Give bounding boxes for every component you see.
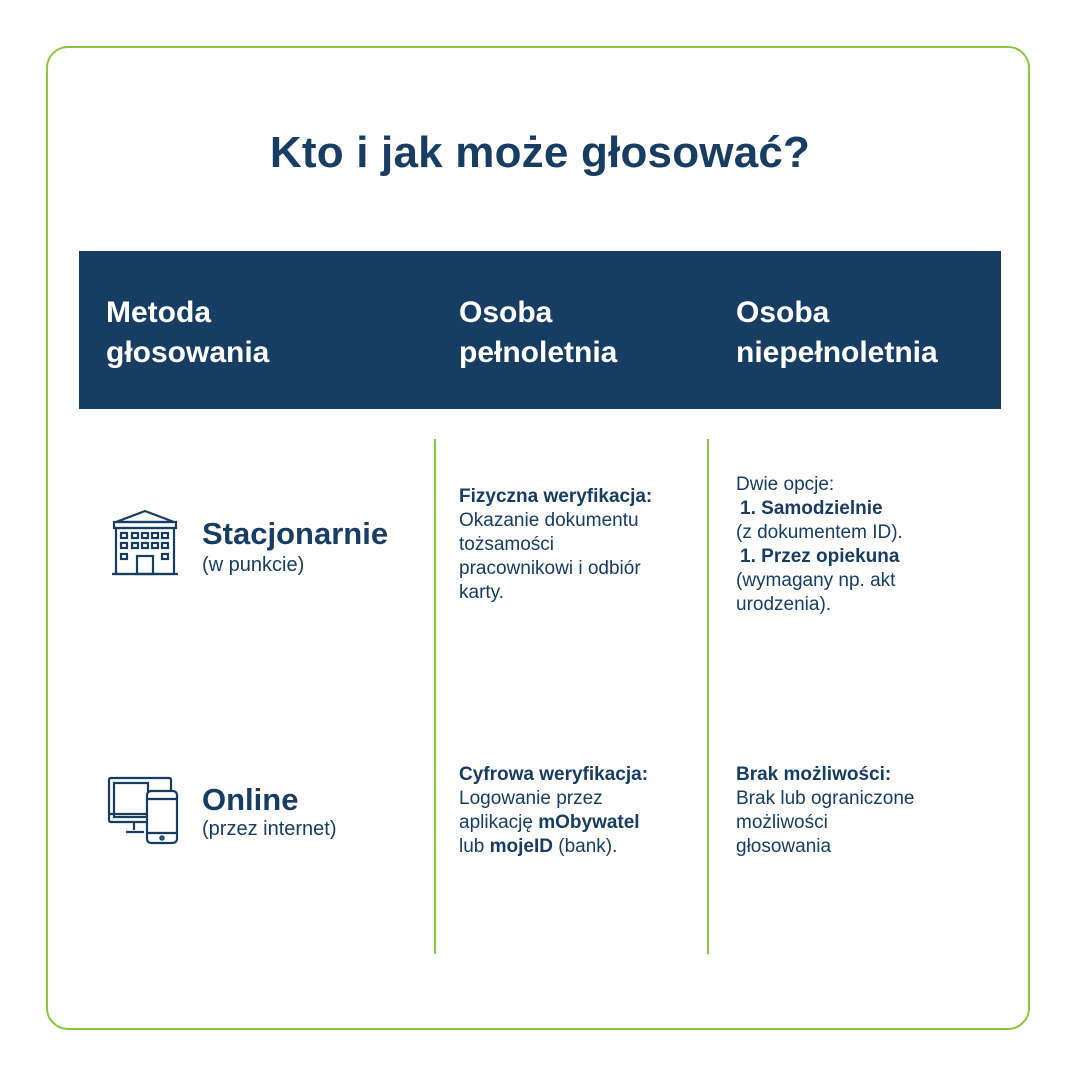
header-minor-line1: Osoba [736,296,830,329]
header-method-line2: głosowania [106,336,270,369]
header-method [106,293,269,373]
stationary-minor-option-2 [736,545,903,569]
option-number: 1. [740,498,756,519]
option-label: Przez opiekuna [761,546,900,567]
stationary-adult-line: karty. [459,582,505,603]
header-adult-line2: pełnoletnia [459,336,618,369]
method-stationary-name: Stacjonarnie [202,516,389,551]
online-adult-line: Logowanie przez [459,788,603,809]
mobywatel-app-name: mObywatel [538,812,640,833]
stationary-minor-option-1 [736,497,903,521]
header-method-line1: Metoda [106,296,211,329]
stationary-adult-line: tożsamości [459,534,555,555]
online-adult-heading: Cyfrowa weryfikacja: [459,764,649,785]
stationary-minor-option-1-detail: (z dokumentem ID). [736,522,903,543]
online-minor-line: możliwości [736,812,828,833]
option-number: 1. [740,546,756,567]
header-adult-line1: Osoba [459,296,553,329]
online-adult-text: aplikację [459,812,539,833]
online-adult-text: (bank). [553,836,618,857]
online-minor-line: głosowania [736,836,832,857]
option-label: Samodzielnie [761,498,883,519]
online-adult-cell [459,763,648,859]
online-adult-line [459,835,648,859]
header-adult [459,293,617,373]
building-icon [110,508,180,578]
header-minor-line2: niepełnoletnia [736,336,938,369]
column-divider-1 [434,439,436,954]
stationary-minor-option-2-detail: (wymagany np. akt [736,570,896,591]
online-minor-heading: Brak możliwości: [736,764,892,785]
method-online-name: Online [202,782,299,817]
stationary-adult-line: pracownikowi i odbiór [459,558,641,579]
online-adult-line [459,811,648,835]
stationary-adult-cell [459,485,652,605]
stationary-adult-line: Okazanie dokumentu [459,510,639,531]
table-header [79,251,1001,409]
online-adult-text: lub [459,836,490,857]
method-stationary-sub: (w punkcie) [202,554,305,576]
method-online-sub: (przez internet) [202,818,337,840]
stationary-adult-heading: Fizyczna weryfikacja: [459,486,653,507]
stationary-minor-option-2-detail: urodzenia). [736,594,832,615]
online-minor-cell [736,763,915,859]
stationary-minor-cell [736,473,903,617]
computer-and-phone-icon [106,776,182,846]
column-divider-2 [707,439,709,954]
header-minor [736,293,938,373]
stationary-minor-intro: Dwie opcje: [736,474,835,495]
online-minor-line: Brak lub ograniczone [736,788,915,809]
page-title: Kto i jak może głosować? [269,128,811,177]
mojeid-name: mojeID [489,836,553,857]
